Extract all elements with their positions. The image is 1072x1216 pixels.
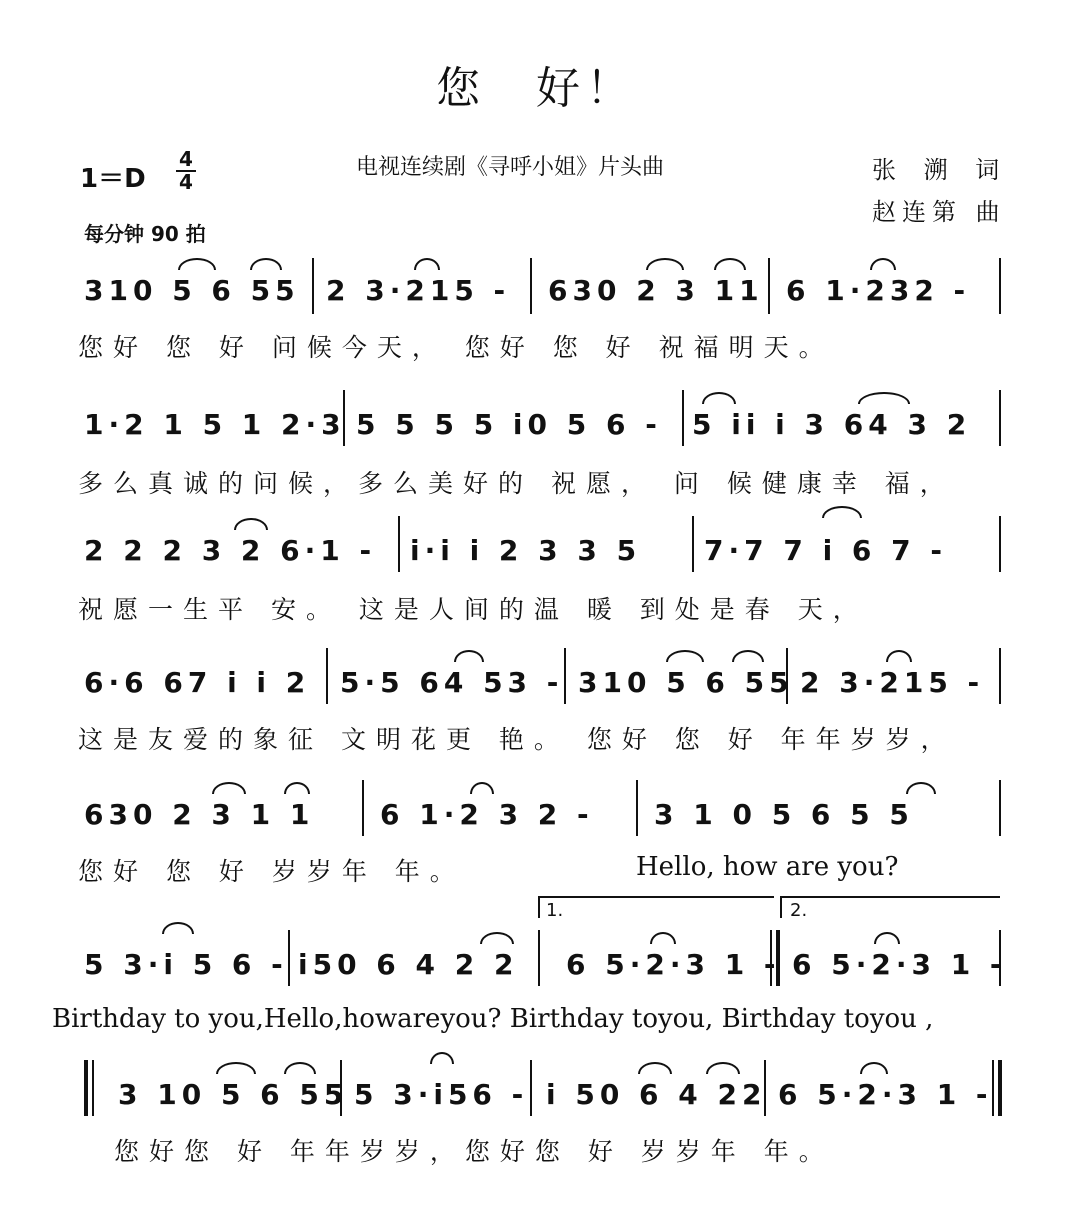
lyrics-line: 多么真诚的问候，多么美好的 祝愿， 问 候健康幸 福，	[78, 469, 955, 498]
lyrics-line: 祝愿一生平 安。 这是人间的温 暖 到处是春 天，	[78, 595, 868, 624]
repeat-start-barline-thick	[84, 1060, 88, 1116]
slur	[178, 258, 216, 270]
barline	[312, 258, 314, 314]
slur	[480, 932, 514, 944]
slur	[162, 922, 194, 934]
slur	[638, 1062, 672, 1074]
measure-notes: 630 2 3 11	[548, 274, 764, 307]
measure-notes: 7·7 7 i 6 7 -	[704, 534, 948, 567]
slur	[284, 1062, 316, 1074]
measure-notes: 2 3·215 -	[326, 274, 511, 307]
lyrics-line: 您好 您 好 岁岁年 年。	[78, 857, 465, 886]
barline	[530, 258, 532, 314]
song-title: 您 好！	[436, 63, 636, 114]
slur	[702, 392, 736, 404]
slur	[886, 650, 912, 662]
slur	[714, 258, 746, 270]
slur	[732, 650, 764, 662]
measure-notes: i·i i 2 3 3 5	[410, 534, 642, 567]
composer-credit: 赵连第 曲	[872, 198, 1006, 226]
slur	[906, 782, 936, 794]
barline	[362, 780, 364, 836]
barline	[288, 930, 290, 986]
measure-notes: 5 5 5 5 i0 5 6 -	[356, 408, 662, 441]
slur	[870, 258, 896, 270]
measure-notes: 3 10 5 6 55	[118, 1078, 349, 1111]
barline	[999, 780, 1001, 836]
slur	[284, 782, 310, 794]
measure-notes: 3 1 0 5 6 5 5	[654, 798, 914, 831]
slur	[860, 1062, 888, 1074]
slur	[250, 258, 282, 270]
slur	[706, 1062, 740, 1074]
measure-notes: 6 1·232 -	[786, 274, 971, 307]
measure-notes: i50 6 4 2 2	[298, 948, 519, 981]
measure-notes: 5 3·i56 -	[354, 1078, 529, 1111]
volta-label-1: 1.	[546, 900, 564, 921]
slur	[454, 650, 484, 662]
measure-notes: 1·2 1 5 1 2·3	[84, 408, 346, 441]
english-lyrics-line: Hello, how are you?	[636, 852, 899, 882]
measure-notes: 2 3·215 -	[800, 666, 985, 699]
volta-label-2: 2.	[790, 900, 808, 921]
measure-notes: 5 3·i 5 6 -	[84, 948, 288, 981]
measure-notes: 6 1·2 3 2 -	[380, 798, 594, 831]
barline	[692, 516, 694, 572]
repeat-start-barline	[92, 1060, 94, 1116]
key-signature: 1＝D	[80, 164, 146, 194]
lyrics-line: 您好 您 好 问候今天， 您好 您 好 祝福明天。	[78, 333, 834, 362]
measure-notes: 5 ii i 3 64 3 2	[692, 408, 972, 441]
slur	[212, 782, 246, 794]
barline	[999, 648, 1001, 704]
slur	[666, 650, 704, 662]
measure-notes: 310 5 6 55	[84, 274, 300, 307]
slur	[430, 1052, 454, 1064]
slur	[858, 392, 910, 404]
measure-notes: 6 5·2·3 1 -	[778, 1078, 993, 1111]
english-lyrics-line: Birthday to you,Hello,howareyou? Birthday toyou, Birthday toyou ,	[52, 1004, 934, 1034]
lyrics-line: 这是友爱的象征 文明花更 艳。 您好 您 好 年年岁岁，	[78, 725, 956, 754]
barline	[530, 1060, 532, 1116]
barline	[999, 516, 1001, 572]
subtitle: 电视连续剧《寻呼小姐》片头曲	[356, 155, 665, 180]
volta-bracket-2	[780, 896, 1000, 918]
lyrics-line: 您好您 好 年年岁岁，您好您 好 岁岁年 年。	[114, 1137, 834, 1166]
measure-notes: 5·5 64 53 -	[340, 666, 564, 699]
barline	[999, 258, 1001, 314]
slur	[470, 782, 494, 794]
measure-notes: i 50 6 4 22	[546, 1078, 767, 1111]
slur	[216, 1062, 256, 1074]
barline	[999, 390, 1001, 446]
measure-notes: 6·6 67 i i 2	[84, 666, 311, 699]
lyricist-credit: 张 溯 词	[872, 156, 1010, 184]
measure-notes: 630 2 3 1 1	[84, 798, 315, 831]
measure-notes: 6 5·2·3 1 -	[792, 948, 1007, 981]
slur	[874, 932, 900, 944]
slur	[234, 518, 268, 530]
measure-notes: 2 2 2 3 2 6·1 -	[84, 534, 377, 567]
slur	[822, 506, 862, 518]
time-numerator: 4	[179, 147, 193, 171]
time-signature	[176, 147, 196, 194]
slur	[650, 932, 676, 944]
slur	[414, 258, 440, 270]
barline	[326, 648, 328, 704]
volta-bracket-1	[538, 896, 774, 918]
measure-notes: 6 5·2·3 1 -	[566, 948, 781, 981]
repeat-end-barline-thick	[998, 1060, 1002, 1116]
slur	[646, 258, 684, 270]
barline	[398, 516, 400, 572]
tempo-marking: 每分钟 90 拍	[84, 222, 206, 246]
barline	[538, 930, 540, 986]
measure-notes: 310 5 6 55	[578, 666, 794, 699]
barline	[636, 780, 638, 836]
barline	[682, 390, 684, 446]
barline	[564, 648, 566, 704]
barline	[768, 258, 770, 314]
time-denominator: 4	[179, 170, 193, 194]
